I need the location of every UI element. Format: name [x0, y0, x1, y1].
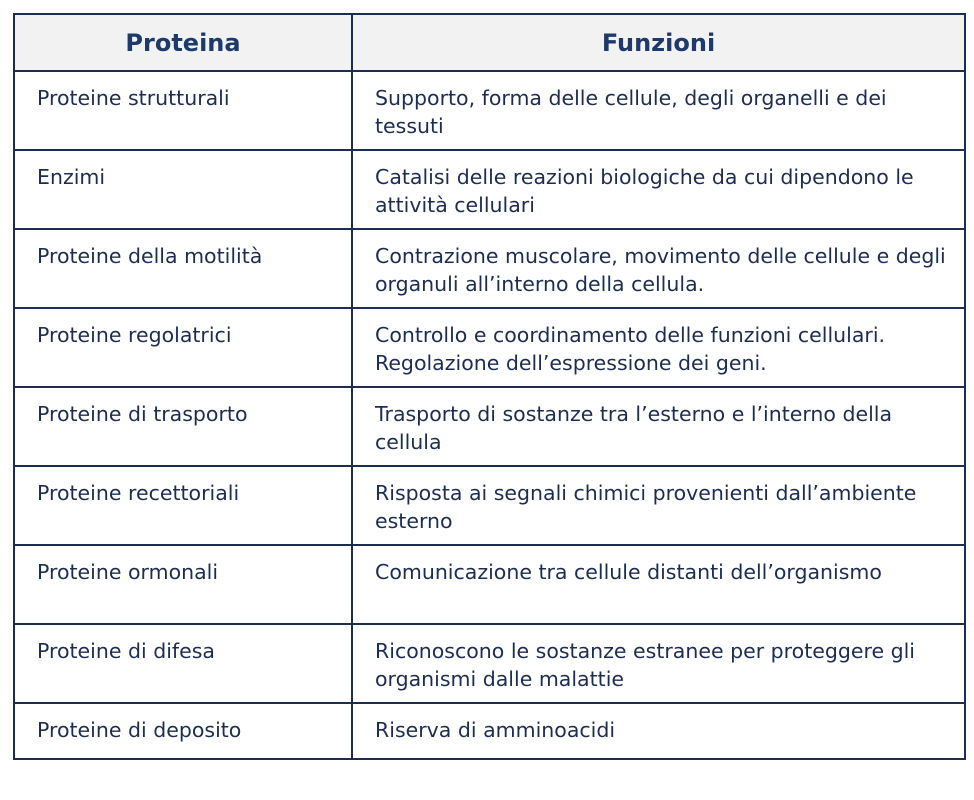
table-row [14, 71, 965, 150]
function-cell: Comunicazione tra cellule distanti dell’organismo [352, 545, 965, 624]
table-row [14, 703, 965, 759]
protein-functions-table-container [13, 13, 964, 760]
protein-cell: Proteine di trasporto [14, 387, 352, 466]
protein-functions-table [13, 13, 966, 760]
table-row [14, 308, 965, 387]
function-cell: Trasporto di sostanze tra l’esterno e l’interno della cellula [352, 387, 965, 466]
protein-cell: Proteine di deposito [14, 703, 352, 759]
function-cell: Catalisi delle reazioni biologiche da cui dipendono le attività cellulari [352, 150, 965, 229]
protein-cell: Proteine della motilità [14, 229, 352, 308]
function-cell: Risposta ai segnali chimici provenienti dall’ambiente esterno [352, 466, 965, 545]
header-proteina: Proteina [14, 14, 352, 71]
function-cell: Controllo e coordinamento delle funzioni cellulari. Regolazione dell’espressione dei geni. [352, 308, 965, 387]
header-funzioni: Funzioni [352, 14, 965, 71]
function-cell: Riconoscono le sostanze estranee per proteggere gli organismi dalle malattie [352, 624, 965, 703]
protein-cell: Enzimi [14, 150, 352, 229]
table-row [14, 545, 965, 624]
protein-cell: Proteine di difesa [14, 624, 352, 703]
protein-cell: Proteine strutturali [14, 71, 352, 150]
protein-cell: Proteine regolatrici [14, 308, 352, 387]
function-cell: Contrazione muscolare, movimento delle cellule e degli organuli all’interno della cellula. [352, 229, 965, 308]
table-row [14, 624, 965, 703]
table-row [14, 229, 965, 308]
table-header-row [14, 14, 965, 71]
function-cell: Riserva di amminoacidi [352, 703, 965, 759]
function-cell: Supporto, forma delle cellule, degli organelli e dei tessuti [352, 71, 965, 150]
table-row [14, 466, 965, 545]
table-row [14, 387, 965, 466]
protein-cell: Proteine ormonali [14, 545, 352, 624]
protein-cell: Proteine recettoriali [14, 466, 352, 545]
table-row [14, 150, 965, 229]
